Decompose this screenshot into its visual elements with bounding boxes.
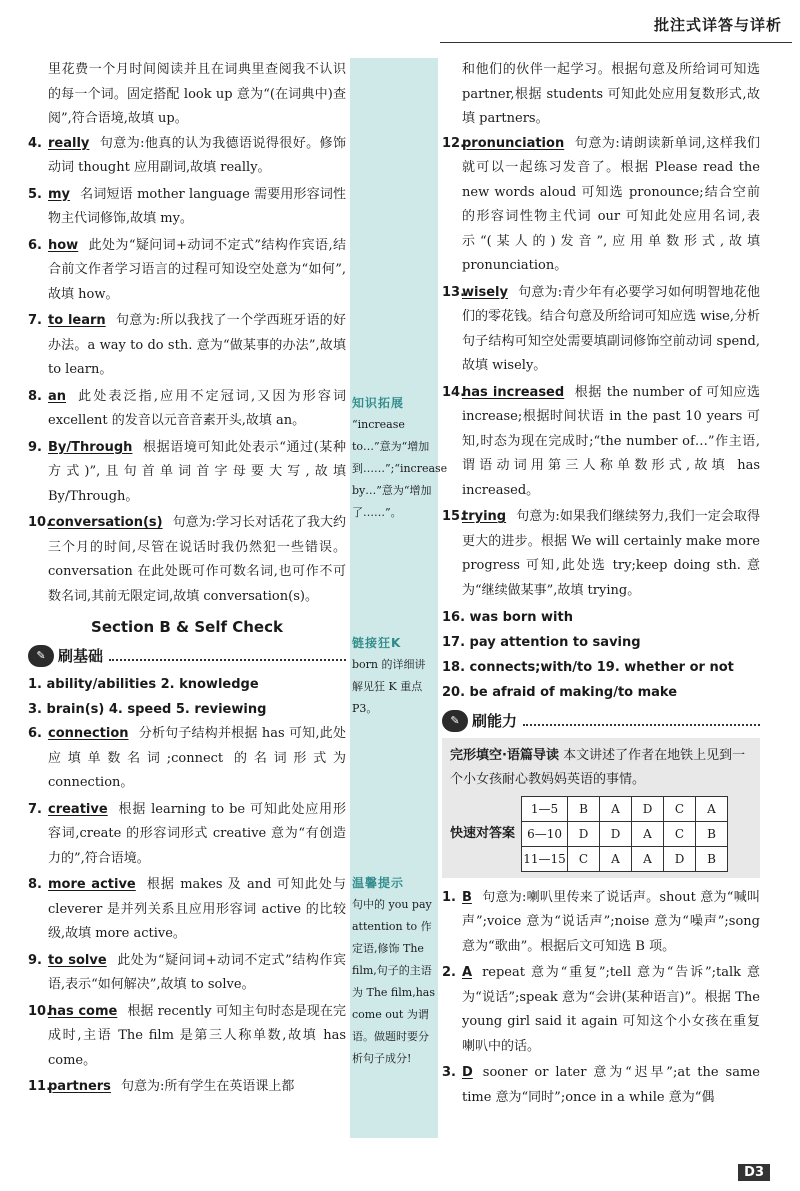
item-answer: D xyxy=(462,1065,473,1080)
left-items-2 xyxy=(28,722,346,1100)
left-items-1 xyxy=(28,132,346,610)
item-number: 6. xyxy=(28,726,42,741)
item-number: 6. xyxy=(28,237,42,253)
item-explanation: 此处为“疑问词+动词不定式”结构作宾语,表示“如何解决”,故填 to solve。 xyxy=(48,952,346,992)
table-cell: A xyxy=(600,796,632,821)
answer-item xyxy=(442,961,760,1059)
item-answer: By/Through xyxy=(48,439,133,455)
item-number: 8. xyxy=(28,388,42,404)
item-answer: A xyxy=(462,965,473,980)
answer-item xyxy=(442,505,760,603)
badge-label: 刷基础 xyxy=(58,646,104,665)
item-explanation: 此处为“疑问词+动词不定式”结构作宾语,结合前文作者学习语言的过程可知设空处意为“如何”,故填 how。 xyxy=(48,237,346,302)
table-cell: A xyxy=(632,821,664,846)
item-answer: trying xyxy=(462,509,507,524)
pencil-icon: ✎ xyxy=(442,710,468,732)
answer-item xyxy=(442,1061,760,1110)
dotted-rule xyxy=(109,651,346,661)
table-cell: D xyxy=(664,846,696,871)
item-explanation: 句意为:他真的认为我德语说得很好。修饰动词 thought 应用副词,故填 really。 xyxy=(48,135,346,175)
side-note-text: born 的详细讲解见狂 K 重点 P3。 xyxy=(352,658,426,715)
right-column xyxy=(442,58,760,1112)
answer-line: 1. ability/abilities 2. knowledge xyxy=(28,677,259,692)
item-answer: partners xyxy=(48,1079,111,1094)
item-explanation: 句意为:所以我找了一个学西班牙语的好办法。a way to do sth. 意为“做某事的办法”,故填 to learn。 xyxy=(48,313,346,377)
table-cell: 6—10 xyxy=(522,821,568,846)
answer-item xyxy=(442,886,760,960)
table-cell: B xyxy=(696,846,728,871)
item-number: 11. xyxy=(28,1079,52,1094)
item-answer: has come xyxy=(48,1003,118,1019)
dotted-rule xyxy=(523,716,760,726)
answer-item xyxy=(28,132,346,181)
item-answer: how xyxy=(48,237,79,253)
answer-line: 20. be afraid of making/to make xyxy=(442,685,678,700)
item-answer: really xyxy=(48,135,90,151)
side-note-title: 温馨提示 xyxy=(352,876,405,890)
table-cell: A xyxy=(696,796,728,821)
item-answer: creative xyxy=(48,801,108,817)
side-note-title: 链接狂K xyxy=(352,636,402,650)
header-rule xyxy=(440,42,792,43)
cloze-heading: 完形填空·语篇导读 xyxy=(450,747,559,763)
item-explanation: 根据 the number of 可知应选 increase;根据时间状语 in the past 10 years 可知,时态为现在完成时;“the number of…”作主语,谓语动词用第三人称单数形式,故填 has increased。 xyxy=(462,384,760,498)
answer-line: 16. was born with xyxy=(442,610,573,625)
item-explanation: 句意为:所有学生在英语课上都 xyxy=(120,1079,295,1094)
quick-answer-table xyxy=(450,796,752,872)
answer-item xyxy=(28,183,346,232)
item-explanation: 此处表泛指,应用不定冠词,又因为形容词 excellent 的发音以元音音素开头,故填 an。 xyxy=(48,388,346,428)
table-cell: D xyxy=(568,821,600,846)
answer-item xyxy=(28,722,346,796)
answer-item xyxy=(442,281,760,379)
badge-ability xyxy=(442,709,760,734)
section-title: Section B & Self Check xyxy=(91,618,283,636)
item-number: 14. xyxy=(442,384,466,400)
badge-label: 刷能力 xyxy=(472,712,518,730)
table-cell: 11—15 xyxy=(522,846,568,871)
table-row xyxy=(522,796,728,821)
table-label: 快速对答案 xyxy=(450,825,516,841)
item-explanation: 句意为:如果我们继续努力,我们一定会取得更大的进步。根据 We will certainly make more progress 可知,此处选 try;keep doing sth. 意为“继续做某事”,故填 trying。 xyxy=(462,509,760,598)
table-cell: B xyxy=(696,821,728,846)
answer-line: 17. pay attention to saving xyxy=(442,635,641,650)
right-items-1 xyxy=(442,132,760,604)
item-explanation: sooner or later 意为“迟早”;at the same time 意为“同时”;once in a while 意为“偶 xyxy=(462,1065,760,1105)
item-answer: more active xyxy=(48,877,136,892)
answer-item xyxy=(28,309,346,383)
item-number: 13. xyxy=(442,284,466,300)
item-number: 1. xyxy=(442,889,456,905)
table-cell: C xyxy=(664,796,696,821)
item-answer: an xyxy=(48,388,67,404)
side-note-2 xyxy=(352,632,436,720)
side-note-3 xyxy=(352,872,436,1070)
table-cell: C xyxy=(568,846,600,871)
table-cell: A xyxy=(600,846,632,871)
item-number: 2. xyxy=(442,965,456,980)
item-number: 15. xyxy=(442,509,466,524)
table-cell: A xyxy=(632,846,664,871)
item-answer: to solve xyxy=(48,952,107,968)
item-explanation: 分析句子结构并根据 has 可知,此处应填单数名词;connect 的名词形式为 connection。 xyxy=(48,726,346,790)
item-answer: my xyxy=(48,186,71,202)
item-explanation: 根据 recently 可知主句时态是现在完成时,主语 The film 是第三人称单数,故填 has come。 xyxy=(48,1003,346,1068)
pencil-icon: ✎ xyxy=(28,645,54,667)
item-number: 7. xyxy=(28,313,42,328)
item-answer: pronunciation xyxy=(462,135,565,151)
page-header-title: 批注式详答与详析 xyxy=(653,16,782,34)
side-note-text: 句中的 you pay attention to 作定语,修饰 The film,句子的主语为 The film,has come out 为谓语。做题时要分析句子成分! xyxy=(352,898,435,1065)
item-number: 9. xyxy=(28,952,42,968)
left-intro: 里花费一个月时间阅读并且在词典里查阅我不认识的每一个词。固定搭配 look up 意为“(在词典中)查阅”,符合语境,故填 up。 xyxy=(48,62,346,126)
cloze-box xyxy=(442,738,760,878)
side-note-1 xyxy=(352,392,448,524)
item-explanation: 根据 makes 及 and 可知此处与 cleverer 是并列关系且应用形容词 active 的比较级,故填 more active。 xyxy=(48,877,347,941)
item-number: 4. xyxy=(28,135,42,151)
item-number: 10. xyxy=(28,1003,52,1019)
table-cell: D xyxy=(600,821,632,846)
side-note-text: “increase to…”意为“增加到……”;“increase by…”意为“增加了……”。 xyxy=(352,418,448,519)
table-cell: C xyxy=(664,821,696,846)
item-number: 12. xyxy=(442,135,466,151)
answer-line: 18. connects;with/to 19. whether or not xyxy=(442,660,734,675)
item-answer: has increased xyxy=(462,384,565,400)
badge-basic xyxy=(28,644,346,669)
table-cell: 1—5 xyxy=(522,796,568,821)
answer-item xyxy=(28,873,346,947)
answer-item xyxy=(442,132,760,279)
item-number: 3. xyxy=(442,1065,456,1080)
side-note-title: 知识拓展 xyxy=(352,396,405,410)
item-explanation: 句意为:喇叭里传来了说话声。shout 意为“喊叫声”;voice 意为“说话声”;noise 意为“噪声”;song 意为“歌曲”。根据后文可知选 B 项。 xyxy=(462,889,760,954)
item-answer: to learn xyxy=(48,313,106,328)
item-explanation: 句意为:学习长对话花了我大约三个月的时间,尽管在说话时我仍然犯一些错误。conversation 在此处既可作可数名词,也可作不可数名词,其前无限定词,故填 conversation(s)。 xyxy=(48,515,346,604)
item-number: 8. xyxy=(28,877,42,892)
item-answer: wisely xyxy=(462,284,508,300)
page-number: D3 xyxy=(738,1164,770,1181)
item-answer: connection xyxy=(48,726,129,741)
item-explanation: 根据 learning to be 可知此处应用形容词,create 的形容词形式 creative 意为“有创造力的”,符合语境。 xyxy=(48,801,346,866)
answer-item xyxy=(28,511,346,609)
answer-item xyxy=(28,949,346,998)
answer-item xyxy=(442,381,760,504)
item-answer: conversation(s) xyxy=(48,515,163,530)
item-answer: B xyxy=(462,889,472,905)
item-explanation: 句意为:请朗读新单词,这样我们就可以一起练习发音了。根据 Please read the new words aloud 可知选 pronounce;结合空前的形容词性物主代词 our 可知此处应用名词,表示“(某人的)发音”,应用单数形式,故填 pronunciation。 xyxy=(462,135,760,273)
table-cell: B xyxy=(568,796,600,821)
table-cell: D xyxy=(632,796,664,821)
item-explanation: 根据语境可知此处表示“通过(某种方式)”,且句首单词首字母要大写,故填 By/Through。 xyxy=(48,439,346,504)
table-row xyxy=(522,821,728,846)
answer-item xyxy=(28,436,346,510)
item-number: 7. xyxy=(28,801,42,817)
right-answers xyxy=(442,605,760,705)
answer-item xyxy=(28,798,346,872)
item-number: 5. xyxy=(28,186,42,202)
right-intro: 和他们的伙伴一起学习。根据句意及所给词可知选 partner,根据 students 可知此处应用复数形式,故填 partners。 xyxy=(462,62,760,126)
item-explanation: 句意为:青少年有必要学习如何明智地花他们的零花钱。结合句意及所给词可知应选 wise,分析句子结构可知空处需要填副词修饰空前动词 spend,故填 wisely。 xyxy=(462,284,760,373)
left-column xyxy=(28,58,346,1102)
cloze-text: 本文讲述了作者在地铁上见到一个小女孩耐心教妈妈英语的事情。 xyxy=(450,747,746,787)
item-explanation: repeat 意为“重复”;tell 意为“告诉”;talk 意为“说话”;speak 意为“会讲(某种语言)”。根据 The young girl said it again 可知这个小女孩在重复喇叭中的话。 xyxy=(462,965,760,1054)
answer-line: 3. brain(s) 4. speed 5. reviewing xyxy=(28,702,267,717)
answer-item xyxy=(28,1000,346,1074)
table-row xyxy=(522,846,728,871)
answer-item xyxy=(28,1075,346,1100)
item-explanation: 名词短语 mother language 需要用形容词性物主代词修饰,故填 my。 xyxy=(48,186,346,226)
answer-item xyxy=(28,385,346,434)
answer-item xyxy=(28,234,346,308)
right-items-2 xyxy=(442,886,760,1111)
item-number: 10. xyxy=(28,515,52,530)
item-number: 9. xyxy=(28,439,42,455)
